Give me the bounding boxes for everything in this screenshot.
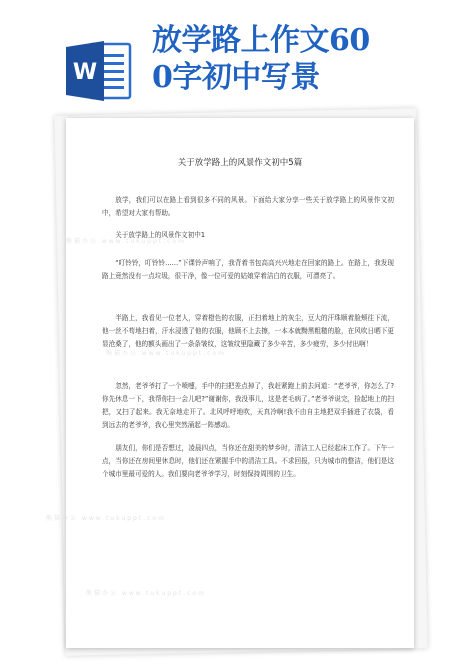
paragraph-intro: 放学，我们可以在路上看到很多不同的风景。下面给大家分享一些关于放学路上的风景作文初中，希望对大家有帮助。: [102, 196, 394, 217]
watermark: 熊猫办公 www.tukuppt.com: [66, 238, 186, 245]
title-line-2: 0字初中写景: [152, 60, 320, 95]
word-icon-letter: W: [72, 60, 98, 85]
paragraph-4: 朋友们，你们是否想过，凌晨四点，当你还在甜美的梦乡时，清洁工人已经起床工作了。下午一点，当你还在房间里休息时，他们还在紧握手中的清洁工具。不求回报，只为城市的整洁，他们是这个城市里最可爱的人。我们要向老爷爷学习，时刻保持周围的卫生。: [102, 444, 394, 478]
paragraph-3: 忽然，老爷爷打了一个喷嚏，手中的扫把差点掉了，我赶紧跑上前去问道：“老爷爷，你怎么了?你先休息一下，我帮你扫一会儿吧?”谢谢你，我没事儿，这是老毛病了。”老爷爷说完，捡起地上的扫把，又扫了起来。我无奈地走开了。北风呼呼地吹，天真冷啊!我不由自主地把双手插进了衣袋，看到远去的老爷爷，我心里突然涌起一阵感动。: [102, 382, 394, 429]
title-line-1: 放学路上作文60: [152, 23, 370, 58]
page-title: [152, 22, 412, 96]
watermark: 熊猫办公 www.tukuppt.com: [106, 350, 226, 357]
section-heading: 关于放学路上的风景作文初中1: [115, 231, 206, 239]
word-document-icon: [64, 38, 134, 104]
watermark: 熊猫办公 www.tukuppt.com: [46, 515, 166, 522]
paragraph-1: “叮铃铃，叮铃铃……”下课铃声响了，我背着书包高高兴兴地走在回家的路上。在路上，我发现路上竟然没有一点垃圾，很干净，像一位可爱的姑娘穿着洁白的衣服，可漂亮了。: [102, 259, 394, 280]
document-page: [46, 118, 414, 648]
watermark: 熊猫办公 www.tukuppt.com: [86, 590, 206, 597]
header-banner: [0, 0, 474, 108]
paragraph-2: 半路上，我看见一位老人，穿着橙色的衣服，正扫着地上的灰尘，豆大的汗珠顺着脸颊往下流，他一丝不苟地扫着，汗水浸透了他的衣服，他顾不上去擦，一本本就黝黑粗糙的脸，在风吹日晒下更显沧桑了，他的额头画出了一条条皱纹，这皱纹里隐藏了多少辛苦，多少疲劳，多少付出啊！: [102, 314, 394, 348]
document-title: 关于放学路上的风景作文初中5篇: [177, 158, 303, 168]
